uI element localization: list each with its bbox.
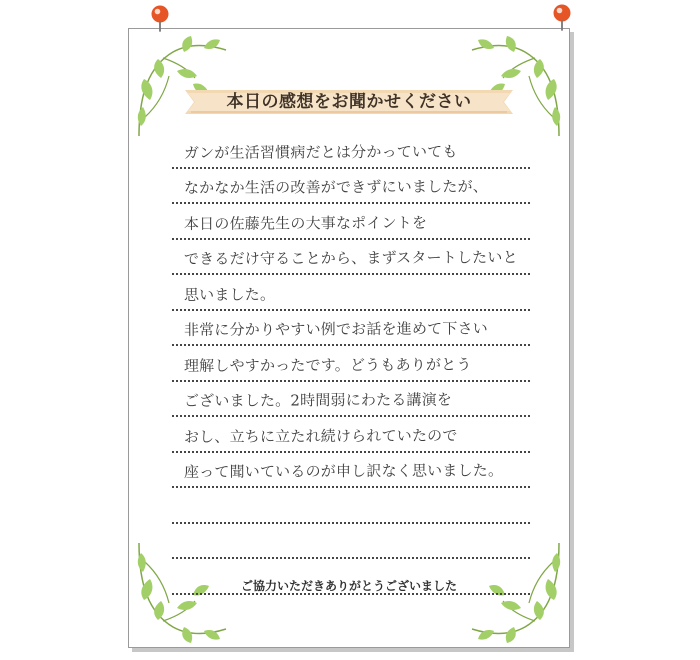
comment-text-6: 非常に分かりやすい例でお話を進めて下さい — [183, 319, 489, 339]
comment-text-3: 本日の佐藤先生の大事なポイントを — [183, 213, 428, 233]
comment-line-9 — [172, 417, 530, 453]
comment-line-6 — [172, 311, 530, 347]
comment-text-5: 思いました。 — [183, 285, 276, 304]
comment-line-7 — [172, 346, 530, 382]
comment-text-12 — [184, 550, 530, 552]
comment-text-9: おし、立ちに立たれ続けられていたので — [183, 426, 458, 446]
comment-line-5 — [172, 275, 530, 311]
comment-text-4: できるだけ守ることから、まずスタートしたいと — [183, 248, 518, 268]
comment-line-4 — [172, 240, 530, 276]
comment-line-12 — [172, 524, 530, 560]
comment-line-3 — [172, 204, 530, 240]
comment-line-8 — [172, 382, 530, 418]
comment-line-10 — [172, 453, 530, 489]
right-pushpin-icon — [548, 3, 576, 31]
comment-text-1: ガンが生活習慣病だとは分かっていても — [183, 142, 458, 162]
footer-thanks-text: ご協力いただきありがとうございました — [240, 579, 457, 593]
comment-line-11 — [172, 488, 530, 524]
page-title: 本日の感想をお聞かせください — [226, 92, 472, 112]
feedback-card — [128, 28, 570, 648]
left-pushpin-icon — [146, 4, 174, 32]
comment-text-2: なかなか生活の改善ができずにいましたが、 — [183, 177, 489, 197]
comment-line-2 — [172, 169, 530, 205]
title-ribbon — [185, 87, 513, 117]
comment-text-8: ございました。2時間弱にわたる講演を — [183, 390, 453, 410]
handwritten-comment-area — [172, 133, 530, 593]
comment-line-1 — [172, 133, 530, 169]
comment-text-7: 理解しやすかったです。どうもありがとう — [183, 354, 472, 375]
comment-text-11 — [184, 515, 530, 517]
comment-text-10: 座って聞いているのが申し訳なく思いました。 — [183, 461, 504, 481]
